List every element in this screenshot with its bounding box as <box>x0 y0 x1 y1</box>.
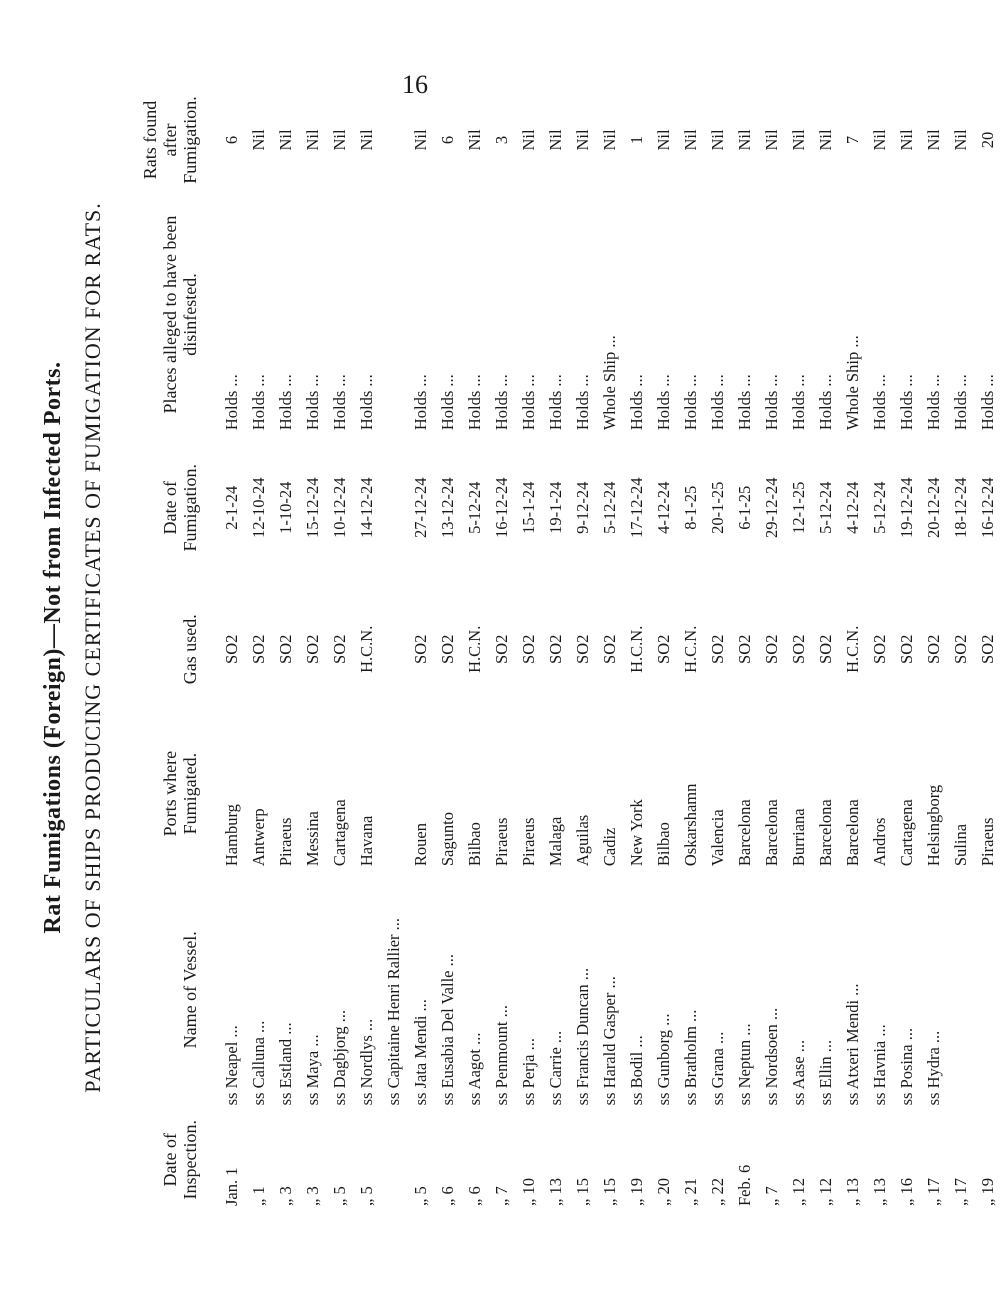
cell-date-inspection: „ 5 <box>329 1186 349 1206</box>
cell-rats: Nil <box>680 129 700 151</box>
cell-place: Holds ... <box>248 374 268 431</box>
cell-gas: SO2 <box>788 634 808 664</box>
cell-place: Holds ... <box>869 374 889 431</box>
cell-port: Piraeus <box>977 817 997 867</box>
cell-vessel: ss Atxeri Mendi ... <box>842 983 862 1106</box>
cell-date-inspection: „ 20 <box>653 1178 673 1206</box>
cell-gas: SO2 <box>248 634 268 664</box>
header-places: Places alleged to have been disinfested. <box>160 215 200 414</box>
cell-port: Piraeus <box>518 817 538 867</box>
cell-date-fumigation: 19-12-24 <box>896 477 916 539</box>
cell-vessel: ss Perja ... <box>518 1038 538 1106</box>
cell-vessel: ss Harald Gasper ... <box>599 976 619 1106</box>
cell-rats: Nil <box>788 129 808 151</box>
cell-rats: Nil <box>599 129 619 151</box>
cell-port: Andros <box>869 817 889 867</box>
cell-date-fumigation: 6-1-25 <box>734 485 754 530</box>
table-row <box>677 85 704 1210</box>
cell-port: Messina <box>302 811 322 867</box>
cell-place: Holds ... <box>896 374 916 431</box>
cell-rats: Nil <box>707 129 727 151</box>
header-gas: Gas used. <box>180 614 200 685</box>
cell-vessel: ss Havnia ... <box>869 1024 889 1106</box>
cell-date-fumigation: 12-1-25 <box>788 481 808 534</box>
cell-place: Holds ... <box>761 374 781 431</box>
cell-gas: SO2 <box>491 634 511 664</box>
cell-date-inspection: Jan. 1 <box>221 1167 241 1206</box>
cell-vessel: ss Eusabia Del Valle ... <box>437 954 457 1106</box>
cell-place: Holds ... <box>977 374 997 431</box>
cell-gas: SO2 <box>761 634 781 664</box>
cell-date-inspection: „ 15 <box>572 1178 592 1206</box>
cell-place: Holds ... <box>437 374 457 431</box>
cell-gas: SO2 <box>923 634 943 664</box>
table-row <box>272 85 299 1210</box>
table-row <box>218 85 245 1210</box>
table-header-row <box>140 85 218 1210</box>
table-row <box>434 85 461 1210</box>
cell-place <box>380 195 407 434</box>
cell-date-inspection: „ 13 <box>842 1178 862 1206</box>
cell-date-inspection: „ 5 <box>356 1186 376 1206</box>
table-row <box>623 85 650 1210</box>
fumigation-table <box>140 85 1001 1210</box>
cell-date-inspection: „ 17 <box>923 1178 943 1206</box>
cell-gas: H.C.N. <box>626 625 646 673</box>
cell-place: Holds ... <box>950 374 970 431</box>
cell-date-fumigation: 9-12-24 <box>572 481 592 534</box>
cell-gas: SO2 <box>410 634 430 664</box>
cell-gas: SO2 <box>545 634 565 664</box>
cell-rats: Nil <box>356 129 376 151</box>
cell-gas: SO2 <box>221 634 241 664</box>
cell-rats: Nil <box>464 129 484 151</box>
cell-vessel: ss Grana ... <box>707 1031 727 1106</box>
cell-date-fumigation: 20-1-25 <box>707 481 727 534</box>
cell-date-fumigation: 16-12-24 <box>977 477 997 539</box>
cell-port: Burriana <box>788 808 808 867</box>
cell-gas: SO2 <box>572 634 592 664</box>
cell-date-fumigation: 4-12-24 <box>653 481 673 534</box>
cell-port: Bilbao <box>653 822 673 867</box>
cell-port: Cartagena <box>896 799 916 867</box>
cell-vessel: ss Nordsoen ... <box>761 1007 781 1106</box>
table-row <box>974 85 1001 1210</box>
cell-port: Barcelona <box>815 799 835 867</box>
cell-gas: H.C.N. <box>356 625 376 673</box>
cell-gas: SO2 <box>815 634 835 664</box>
cell-date-inspection: „ 22 <box>707 1178 727 1206</box>
cell-gas: SO2 <box>302 634 322 664</box>
cell-vessel: ss Aase ... <box>788 1039 808 1106</box>
cell-rats: Nil <box>248 129 268 151</box>
cell-date-inspection: „ 7 <box>761 1186 781 1206</box>
cell-place: Holds ... <box>734 374 754 431</box>
table-row <box>650 85 677 1210</box>
table-row <box>947 85 974 1210</box>
cell-date-inspection: „ 17 <box>950 1178 970 1206</box>
cell-vessel: ss Estland ... <box>275 1022 295 1106</box>
cell-gas: H.C.N. <box>464 625 484 673</box>
table-row <box>515 85 542 1210</box>
cell-port: Barcelona <box>842 799 862 867</box>
cell-vessel: ss Aagot ... <box>464 1032 484 1106</box>
cell-date-inspection: „ 5 <box>410 1186 430 1206</box>
cell-place: Holds ... <box>788 374 808 431</box>
cell-date-fumigation: 15-1-24 <box>518 481 538 534</box>
cell-port: Piraeus <box>275 817 295 867</box>
cell-rats: Nil <box>950 129 970 151</box>
cell-date-inspection: Feb. 6 <box>734 1164 754 1206</box>
cell-port: Barcelona <box>761 799 781 867</box>
cell-rats: Nil <box>545 129 565 151</box>
cell-date-fumigation: 19-1-24 <box>545 481 565 534</box>
cell-place: Holds ... <box>356 374 376 431</box>
cell-place: Holds ... <box>410 374 430 431</box>
cell-gas: SO2 <box>329 634 349 664</box>
cell-date-inspection: „ 15 <box>599 1178 619 1206</box>
cell-gas: SO2 <box>599 634 619 664</box>
cell-rats: Nil <box>815 129 835 151</box>
cell-gas: SO2 <box>896 634 916 664</box>
cell-place: Whole Ship ... <box>599 335 619 431</box>
cell-place: Holds ... <box>464 374 484 431</box>
cell-date-inspection: „ 13 <box>545 1178 565 1206</box>
cell-date-fumigation: 5-12-24 <box>869 481 889 534</box>
cell-date-fumigation: 16-12-24 <box>491 477 511 539</box>
header-date-inspection: Date of Inspection. <box>160 1119 200 1200</box>
cell-date-fumigation: 27-12-24 <box>410 477 430 539</box>
cell-date-inspection: „ 10 <box>518 1178 538 1206</box>
cell-place: Holds ... <box>626 374 646 431</box>
table-row <box>407 85 434 1210</box>
cell-rats: Nil <box>896 129 916 151</box>
cell-port: Aguilas <box>572 814 592 867</box>
cell-place: Holds ... <box>275 374 295 431</box>
cell-date-fumigation: 13-12-24 <box>437 477 457 539</box>
cell-place: Holds ... <box>329 374 349 431</box>
cell-gas <box>380 581 407 717</box>
cell-gas: SO2 <box>977 634 997 664</box>
cell-rats: 3 <box>491 135 511 145</box>
cell-rats: 20 <box>977 131 997 149</box>
cell-place: Holds ... <box>572 374 592 431</box>
cell-place: Holds ... <box>653 374 673 431</box>
cell-vessel: ss Dagbjorg ... <box>329 1009 349 1106</box>
cell-place: Holds ... <box>491 374 511 431</box>
cell-gas: SO2 <box>437 634 457 664</box>
table-row <box>785 85 812 1210</box>
cell-date-inspection <box>380 1109 407 1210</box>
cell-date-fumigation: 17-12-24 <box>626 477 646 539</box>
header-rats: Rats found after Fumigation. <box>140 96 200 184</box>
cell-rats: 7 <box>842 135 862 145</box>
cell-port <box>380 717 407 870</box>
cell-date-inspection: „ 3 <box>275 1186 295 1206</box>
page-number: 16 <box>402 70 428 99</box>
cell-port: Antwerp <box>248 808 268 867</box>
rotated-table-region <box>40 85 997 1210</box>
cell-rats: Nil <box>302 129 322 151</box>
cell-rats: 6 <box>437 135 457 145</box>
cell-date-fumigation: 5-12-24 <box>464 481 484 534</box>
cell-date-fumigation: 8-1-25 <box>680 485 700 530</box>
cell-port: Oskarshamn <box>680 783 700 867</box>
cell-place: Whole Ship ... <box>842 335 862 431</box>
cell-vessel: ss Nordlys ... <box>356 1018 376 1106</box>
table-row <box>380 85 407 1210</box>
cell-rats: Nil <box>572 129 592 151</box>
cell-date-fumigation: 2-1-24 <box>221 485 241 530</box>
cell-date-inspection: „ 1 <box>248 1186 268 1206</box>
table-row <box>542 85 569 1210</box>
cell-vessel: ss Carrie ... <box>545 1030 565 1106</box>
cell-date-fumigation: 20-12-24 <box>923 477 943 539</box>
table-row <box>299 85 326 1210</box>
table-row <box>461 85 488 1210</box>
cell-rats: Nil <box>410 129 430 151</box>
cell-date-fumigation: 1-10-24 <box>275 481 295 534</box>
cell-place: Holds ... <box>302 374 322 431</box>
cell-date-fumigation: 18-12-24 <box>950 477 970 539</box>
title-heading: Rat Fumigations (Foreign)—Not from Infected Ports. <box>40 361 66 934</box>
cell-rats: Nil <box>275 129 295 151</box>
cell-port: Sulina <box>950 823 970 867</box>
table-row <box>569 85 596 1210</box>
cell-place: Holds ... <box>518 374 538 431</box>
cell-place: Holds ... <box>815 374 835 431</box>
cell-vessel: ss Hydra ... <box>923 1030 943 1106</box>
cell-date-fumigation: 4-12-24 <box>842 481 862 534</box>
table-row <box>245 85 272 1210</box>
cell-gas: SO2 <box>518 634 538 664</box>
table-row <box>704 85 731 1210</box>
cell-rats: Nil <box>653 129 673 151</box>
cell-vessel: ss Penmount ... <box>491 1005 511 1106</box>
cell-date-inspection: „ 12 <box>788 1178 808 1206</box>
cell-date-inspection: „ 6 <box>437 1186 457 1206</box>
cell-date-fumigation: 5-12-24 <box>815 481 835 534</box>
cell-date-inspection: „ 19 <box>626 1178 646 1206</box>
cell-vessel: ss Ellin ... <box>815 1039 835 1106</box>
cell-place: Holds ... <box>923 374 943 431</box>
cell-port: Cadiz <box>599 827 619 867</box>
table-row <box>866 85 893 1210</box>
cell-date-fumigation: 5-12-24 <box>599 481 619 534</box>
cell-date-fumigation: 12-10-24 <box>248 477 268 539</box>
cell-port: Barcelona <box>734 799 754 867</box>
table-row <box>839 85 866 1210</box>
cell-port: Sagunto <box>437 812 457 867</box>
cell-gas: SO2 <box>734 634 754 664</box>
cell-vessel: ss Posina ... <box>896 1027 916 1106</box>
cell-vessel: ss Francis Duncan ... <box>572 967 592 1106</box>
cell-gas: SO2 <box>869 634 889 664</box>
cell-place: Holds ... <box>545 374 565 431</box>
cell-date-fumigation: 14-12-24 <box>356 477 376 539</box>
header-port: Ports where Fumigated. <box>160 750 200 837</box>
cell-port: Cartagena <box>329 799 349 867</box>
cell-date-inspection: „ 16 <box>896 1178 916 1206</box>
table-body <box>218 85 1001 1210</box>
cell-rats: Nil <box>518 129 538 151</box>
cell-date-fumigation <box>380 434 407 581</box>
cell-date-inspection: „ 13 <box>869 1178 889 1206</box>
cell-rats <box>380 85 407 195</box>
cell-rats: Nil <box>329 129 349 151</box>
cell-rats: Nil <box>761 129 781 151</box>
table-row <box>758 85 785 1210</box>
cell-vessel: ss Jata Mendi ... <box>410 999 430 1106</box>
cell-vessel <box>947 870 974 1109</box>
cell-port: Hamburg <box>221 804 241 867</box>
cell-vessel: ss Bratholm ... <box>680 1009 700 1106</box>
table-row <box>731 85 758 1210</box>
cell-rats: 1 <box>626 135 646 145</box>
cell-gas: H.C.N. <box>680 625 700 673</box>
cell-port: Piraeus <box>491 817 511 867</box>
cell-vessel: ss Calluna ... <box>248 1020 268 1106</box>
cell-port: Havana <box>356 815 376 867</box>
table-row <box>353 85 380 1210</box>
table-row <box>893 85 920 1210</box>
cell-port: New York <box>626 799 646 867</box>
table-row <box>488 85 515 1210</box>
cell-port: Helsingborg <box>923 784 943 867</box>
table-row <box>920 85 947 1210</box>
cell-date-inspection: „ 6 <box>464 1186 484 1206</box>
cell-vessel <box>974 870 1001 1109</box>
cell-place: Holds ... <box>680 374 700 431</box>
cell-rats: Nil <box>869 129 889 151</box>
cell-port: Malaga <box>545 816 565 867</box>
header-vessel: Name of Vessel. <box>180 931 200 1049</box>
cell-place: Holds ... <box>221 374 241 431</box>
cell-vessel: ss Gunborg ... <box>653 1013 673 1106</box>
cell-gas: SO2 <box>653 634 673 664</box>
header-date-fumigation: Date of Fumigation. <box>160 464 200 552</box>
cell-vessel: ss Maya ... <box>302 1034 322 1106</box>
cell-rats: Nil <box>734 129 754 151</box>
cell-gas: SO2 <box>950 634 970 664</box>
cell-port: Bilbao <box>464 822 484 867</box>
cell-place: Holds ... <box>707 374 727 431</box>
cell-gas: H.C.N. <box>842 625 862 673</box>
table-row <box>326 85 353 1210</box>
cell-date-inspection: „ 3 <box>302 1186 322 1206</box>
table-row <box>596 85 623 1210</box>
cell-date-inspection: „ 12 <box>815 1178 835 1206</box>
cell-vessel: ss Capitaine Henri Rallier ... <box>383 917 403 1106</box>
cell-date-fumigation: 29-12-24 <box>761 477 781 539</box>
cell-gas: SO2 <box>707 634 727 664</box>
cell-date-fumigation: 10-12-24 <box>329 477 349 539</box>
cell-gas: SO2 <box>275 634 295 664</box>
cell-date-inspection: „ 21 <box>680 1178 700 1206</box>
cell-rats: 6 <box>221 135 241 145</box>
cell-port: Rouen <box>410 823 430 867</box>
cell-vessel: ss Neapel ... <box>221 1025 241 1106</box>
cell-date-fumigation: 15-12-24 <box>302 477 322 539</box>
table-row <box>812 85 839 1210</box>
cell-date-inspection: „ 7 <box>491 1186 511 1206</box>
cell-vessel: ss Neptun ... <box>734 1023 754 1106</box>
cell-port: Valencia <box>707 809 727 867</box>
cell-rats: Nil <box>923 129 943 151</box>
cell-date-inspection: „ 19 <box>977 1178 997 1206</box>
subtitle-heading: PARTICULARS OF SHIPS PRODUCING CERTIFICATES OF FUMIGATION FOR RATS. <box>80 202 105 1093</box>
cell-vessel: ss Bodil ... <box>626 1035 646 1106</box>
